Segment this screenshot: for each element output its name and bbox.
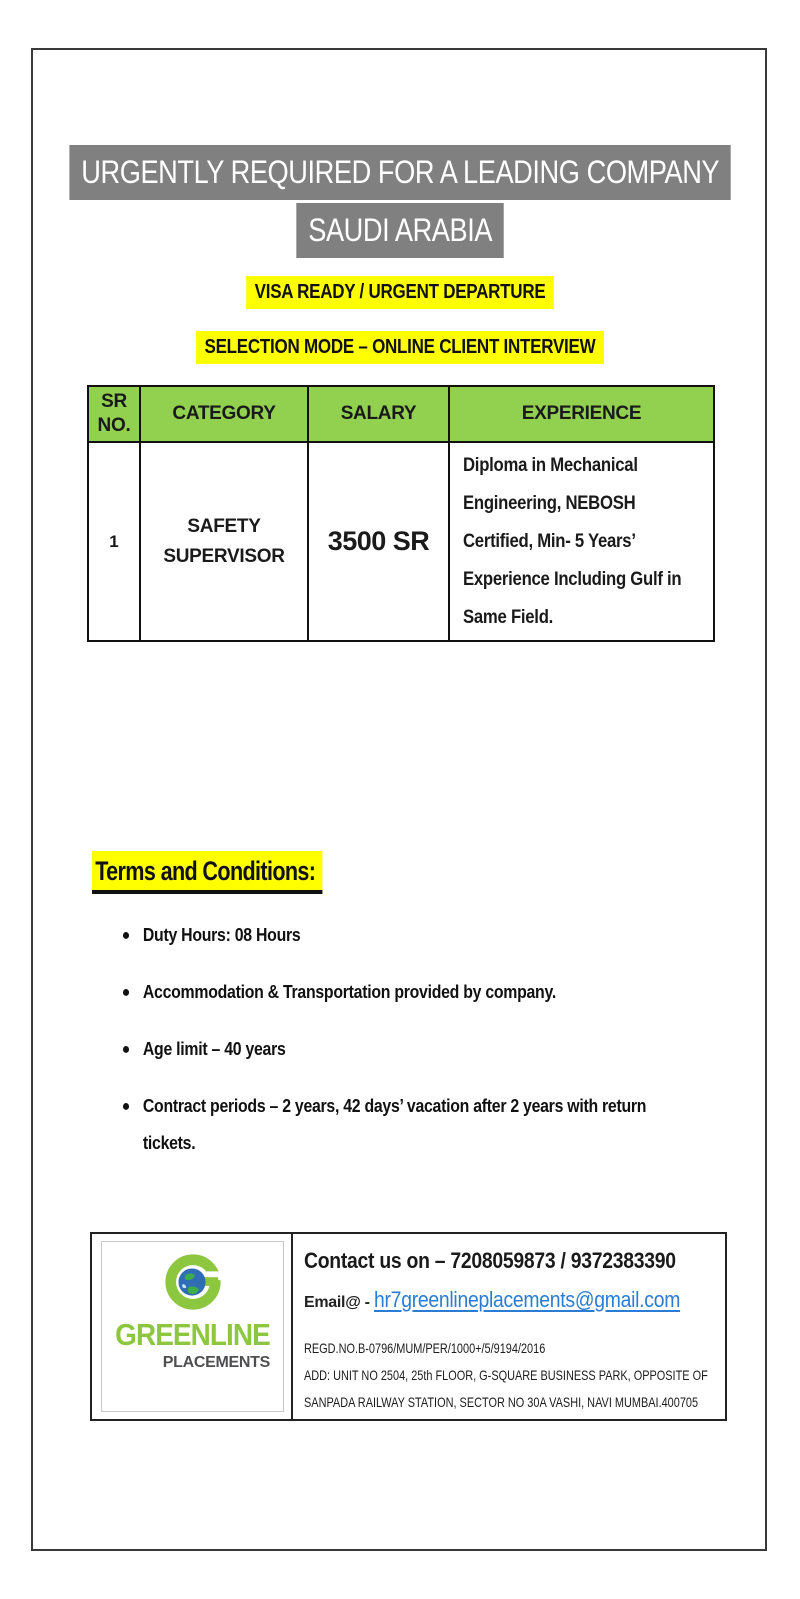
office-address: ADD: UNIT NO 2504, 25th FLOOR, G-SQUARE BUSINESS PARK, OPPOSITE OF SANPADA RAILWAY STATION, SECTOR NO 30A VASHI, NAVI MUMBAI.400705	[304, 1367, 708, 1410]
table-header-row	[88, 386, 714, 442]
col-header-salary: SALARY	[308, 386, 449, 442]
cell-experience	[449, 442, 714, 641]
table-row	[88, 442, 714, 641]
brand-name: GREENLINE	[115, 1317, 270, 1352]
email-link[interactable]: hr7greenlineplacements@gmail.com	[374, 1287, 681, 1312]
term-text: Duty Hours: 08 Hours	[142, 925, 301, 945]
col-header-sr-no: SR NO.	[88, 386, 140, 442]
contact-details-column	[304, 1234, 719, 1419]
bullet-icon: ●	[121, 984, 131, 1001]
contact-box	[90, 1232, 727, 1421]
term-text: Age limit – 40 years	[142, 1039, 286, 1059]
brand-subtitle: PLACEMENTS	[162, 1354, 270, 1371]
selection-mode-banner: SELECTION MODE – ONLINE CLIENT INTERVIEW	[196, 331, 604, 364]
page-title-line1: URGENTLY REQUIRED FOR A LEADING COMPANY	[69, 145, 731, 200]
registration-number: REGD.NO.B-0796/MUM/PER/1000+/5/9194/2016	[304, 1340, 546, 1356]
vacancy-table	[87, 385, 715, 642]
experience-text: Diploma in Mechanical Engineering, NEBOSH Certified, Min- 5 Years’ Experience Including Gulf in Same Field.	[463, 454, 682, 628]
banner-row-selection	[0, 331, 800, 364]
list-item	[120, 974, 688, 1011]
term-text: Accommodation & Transportation provided by company.	[142, 982, 556, 1002]
page-title-line2: SAUDI ARABIA	[296, 203, 504, 258]
bullet-icon: ●	[121, 1098, 131, 1115]
terms-list	[120, 917, 688, 1182]
phone-numbers: Contact us on – 7208059873 / 9372383390	[304, 1248, 676, 1273]
greenline-logo	[101, 1241, 284, 1412]
term-text: Contract periods – 2 years, 42 days’ vacation after 2 years with return tickets.	[142, 1096, 647, 1153]
title-row-2	[0, 203, 800, 258]
bullet-icon: ●	[121, 927, 131, 944]
title-row-1	[0, 145, 800, 200]
cell-salary: 3500 SR	[308, 442, 449, 641]
col-header-category: CATEGORY	[140, 386, 308, 442]
terms-heading: Terms and Conditions:	[92, 851, 323, 894]
list-item	[120, 917, 688, 954]
registration-address-block	[304, 1335, 756, 1416]
list-item	[120, 1088, 688, 1162]
g-ring-globe-icon	[102, 1252, 283, 1314]
col-header-experience: EXPERIENCE	[449, 386, 714, 442]
bullet-icon: ●	[121, 1041, 131, 1058]
list-item	[120, 1031, 688, 1068]
banner-row-visa	[0, 276, 800, 309]
cell-sr-no: 1	[88, 442, 140, 641]
logo-column	[92, 1234, 293, 1419]
cell-category: SAFETY SUPERVISOR	[140, 442, 308, 641]
email-label: Email@ -	[304, 1294, 370, 1311]
email-row	[304, 1287, 722, 1313]
visa-ready-banner: VISA READY / URGENT DEPARTURE	[246, 276, 554, 309]
